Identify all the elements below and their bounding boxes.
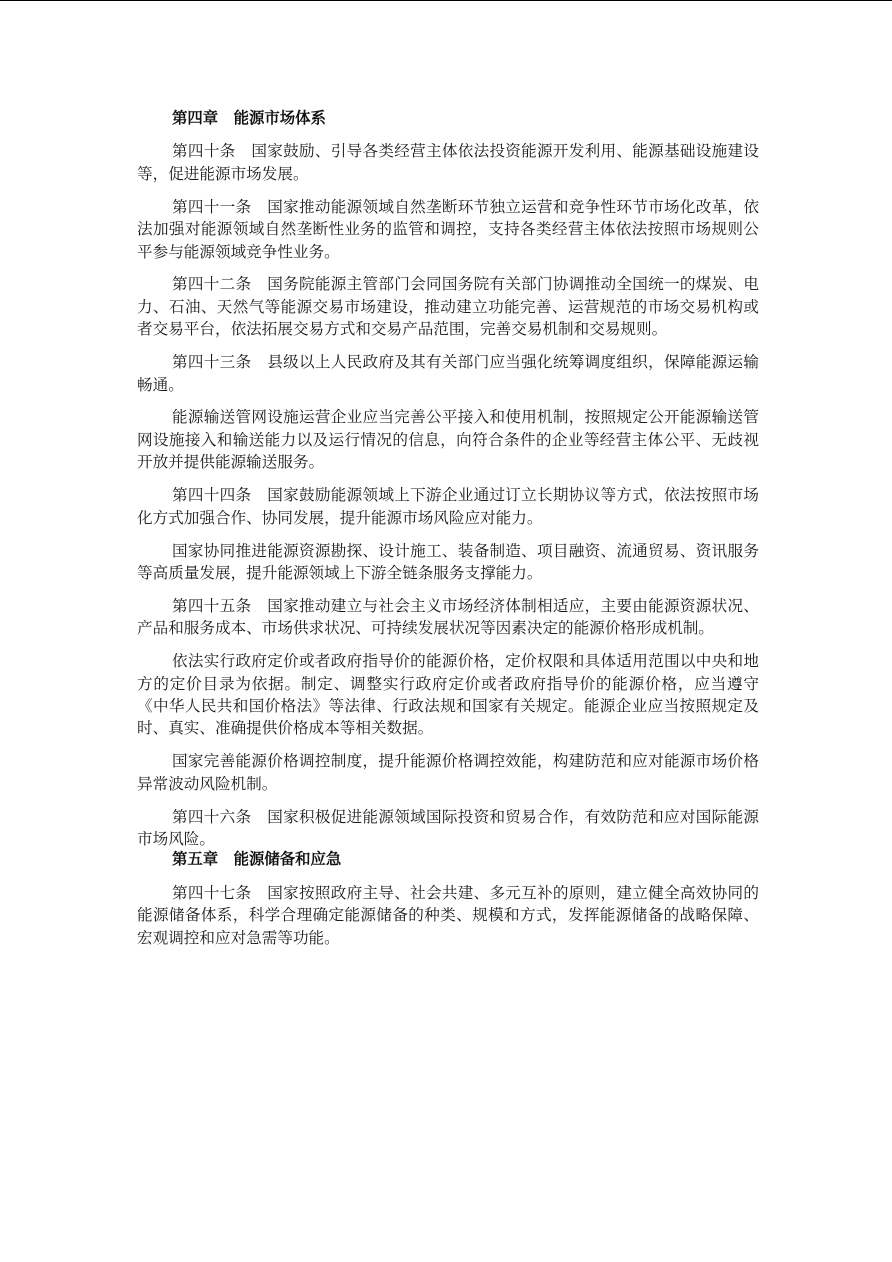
chapter-4-title: 第四章 能源市场体系: [172, 109, 326, 127]
article-47: 第四十七条 国家按照政府主导、社会共建、多元互补的原则，建立健全高效协同的能源储备体系，科学合理确定能源储备的种类、规模和方式，发挥能源储备的战略保障、宏观调控和应对急需等功能。: [137, 883, 759, 947]
article-43-paragraph-2: 能源输送管网设施运营企业应当完善公平接入和使用机制，按照规定公开能源输送管网设施接入和输送能力以及运行情况的信息，向符合条件的企业等经营主体公平、无歧视开放并提供能源输送服务。: [137, 408, 759, 472]
article-41: 第四十一条 国家推动能源领域自然垄断环节独立运营和竞争性环节市场化改革，依法加强对能源领域自然垄断性业务的监管和调控，支持各类经营主体依法按照市场规则公平参与能源领域竞争性业务。: [137, 197, 759, 261]
article-45-paragraph-3: 国家完善能源价格调控制度，提升能源价格调控效能，构建防范和应对能源市场价格异常波动风险机制。: [137, 752, 759, 793]
chapter-5-title: 第五章 能源储备和应急: [172, 850, 342, 869]
article-44-paragraph-2: 国家协同推进能源资源勘探、设计施工、装备制造、项目融资、流通贸易、资讯服务等高质量发展，提升能源领域上下游全链条服务支撑能力。: [137, 541, 759, 582]
article-46: 第四十六条 国家积极促进能源领域国际投资和贸易合作，有效防范和应对国际能源市场风险。: [137, 807, 759, 848]
article-45: 第四十五条 国家推动建立与社会主义市场经济体制相适应，主要由能源资源状况、产品和服务成本、市场供求状况、可持续发展状况等因素决定的能源价格形成机制。: [137, 596, 759, 638]
article-45-paragraph-2: 依法实行政府定价或者政府指导价的能源价格，定价权限和具体适用范围以中央和地方的定价目录为依据。制定、调整实行政府定价或者政府指导价的能源价格，应当遵守《中华人民共和国价格法》等法律、行政法规和国家有关规定。能源企业应当按照规定及时、真实、准确提供价格成本等相关数据。: [137, 652, 759, 738]
article-40: 第四十条 国家鼓励、引导各类经营主体依法投资能源开发利用、能源基础设施建设等，促进能源市场发展。: [137, 142, 759, 183]
article-42: 第四十二条 国务院能源主管部门会同国务院有关部门协调推动全国统一的煤炭、电力、石油、天然气等能源交易市场建设，推动建立功能完善、运营规范的市场交易机构或者交易平台，依法拓展交易方式和交易产品范围，完善交易机制和交易规则。: [137, 275, 759, 339]
article-44: 第四十四条 国家鼓励能源领域上下游企业通过订立长期协议等方式，依法按照市场化方式加强合作、协同发展，提升能源市场风险应对能力。: [137, 486, 759, 527]
article-43: 第四十三条 县级以上人民政府及其有关部门应当强化统筹调度组织，保障能源运输畅通。: [137, 353, 759, 394]
document-body: [137, 107, 759, 960]
